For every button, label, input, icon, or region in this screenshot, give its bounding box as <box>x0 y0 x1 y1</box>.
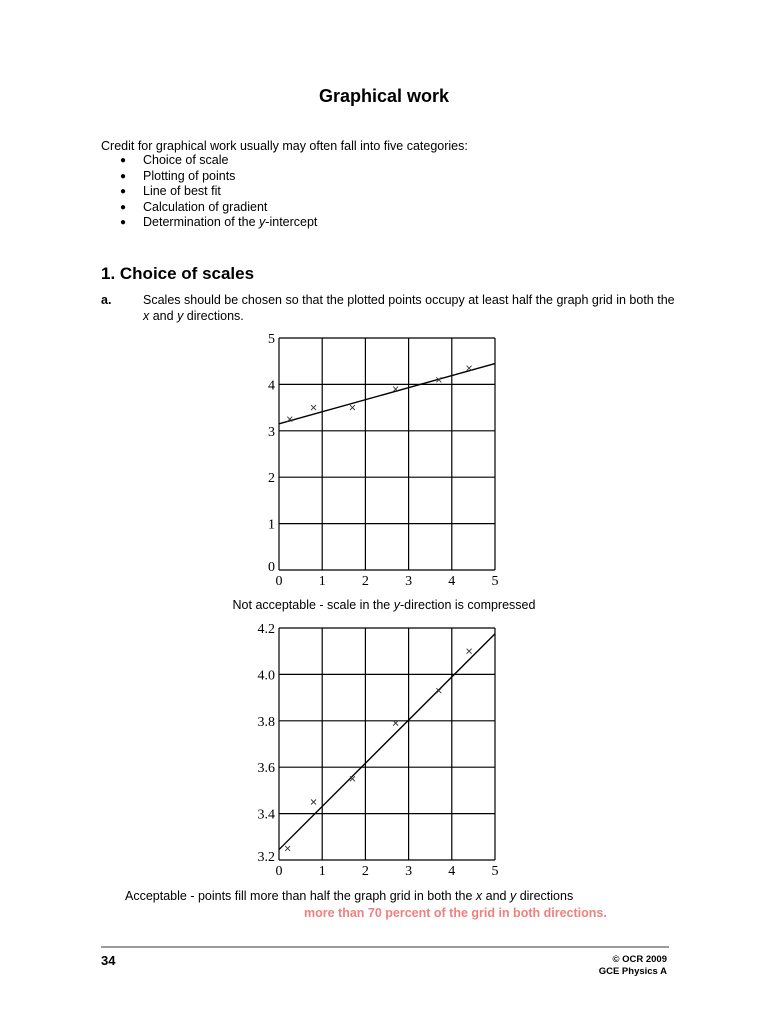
data-point-marker <box>467 366 472 371</box>
y-tick-label: 4.2 <box>257 622 275 637</box>
x-tick-label: 4 <box>448 864 456 879</box>
y-tick-label: 3.4 <box>257 807 275 823</box>
text-segment: Scales should be chosen so that the plotted points occupy at least half the graph grid in both the <box>143 293 675 307</box>
category-item <box>101 169 317 185</box>
y-tick-label: 4.0 <box>257 668 275 684</box>
item-a-text <box>143 293 683 324</box>
text-segment: Not acceptable - scale in the <box>232 598 394 612</box>
intro-text: Credit for graphical work usually may often fall into five categories: <box>101 139 468 153</box>
y-tick-label: 2 <box>268 471 275 487</box>
page-title: Graphical work <box>318 86 450 106</box>
text-segment: Line of best fit <box>143 184 221 198</box>
text-segment: and <box>149 308 178 323</box>
bullet-icon: ● <box>120 217 127 228</box>
y-tick-label: 3.6 <box>257 761 275 777</box>
x-tick-label: 3 <box>405 864 413 879</box>
caption-acceptable <box>125 889 573 903</box>
page-number: 34 <box>101 953 116 968</box>
italic-variable: y <box>393 598 400 612</box>
item-a-label: a. <box>101 293 112 307</box>
handwritten-annotation: more than 70 percent of the grid in both directions. <box>304 906 607 920</box>
y-tick-label: 5 <box>268 332 275 347</box>
category-list <box>101 153 317 231</box>
x-tick-label: 5 <box>491 864 499 879</box>
italic-variable: x <box>475 889 483 903</box>
chart-compressed-scale <box>250 330 510 592</box>
footer-rule <box>101 946 669 948</box>
text-segment: directions <box>516 889 574 903</box>
italic-variable: y <box>177 308 184 323</box>
bullet-icon: ● <box>120 201 127 213</box>
italic-variable: x <box>143 308 150 323</box>
data-point-marker <box>350 405 355 410</box>
y-tick-label: 3.2 <box>257 850 275 865</box>
y-tick-label: 0 <box>268 560 275 575</box>
best-fit-line <box>279 364 495 424</box>
text-segment: -direction is compressed <box>399 598 536 612</box>
x-tick-label: 2 <box>361 574 369 589</box>
text-segment: -intercept <box>265 215 318 229</box>
text-segment: Acceptable - points fill more than half the graph grid in both the <box>125 889 476 903</box>
text-segment: and <box>482 889 510 903</box>
bullet-icon: ● <box>120 155 127 166</box>
data-point-marker <box>436 688 441 693</box>
course-name: GCE Physics A <box>598 966 667 977</box>
x-tick-label: 1 <box>318 864 326 879</box>
x-tick-label: 1 <box>318 574 326 589</box>
x-tick-label: 2 <box>361 864 369 879</box>
bullet-icon: ● <box>120 186 127 197</box>
y-tick-label: 3.8 <box>257 714 275 730</box>
text-segment: Determination of the <box>143 215 260 229</box>
copyright: © OCR 2009 <box>612 954 667 965</box>
y-tick-label: 4 <box>268 378 275 394</box>
section-heading: 1. Choice of scales <box>101 264 255 283</box>
bullet-icon: ● <box>120 170 127 182</box>
category-item <box>101 215 317 231</box>
x-tick-label: 4 <box>448 574 456 589</box>
data-point-marker <box>467 649 472 654</box>
y-tick-label: 3 <box>268 424 275 440</box>
text-segment: Plotting of points <box>143 168 236 183</box>
x-tick-label: 3 <box>405 574 413 589</box>
category-item <box>101 200 317 216</box>
best-fit-line <box>279 634 495 850</box>
chart-acceptable-scale <box>250 620 512 882</box>
x-tick-label: 0 <box>275 864 283 879</box>
text-segment: directions. <box>183 308 244 323</box>
data-point-marker <box>285 846 290 851</box>
category-item <box>101 184 317 200</box>
italic-variable: y <box>509 889 517 903</box>
data-point-marker <box>311 800 316 805</box>
category-item <box>101 153 317 169</box>
italic-variable: y <box>259 215 266 229</box>
data-point-marker <box>311 405 316 410</box>
text-segment: Calculation of gradient <box>143 199 268 214</box>
y-tick-label: 1 <box>268 517 275 533</box>
text-segment: Choice of scale <box>143 153 229 167</box>
caption-not-acceptable <box>0 598 768 612</box>
x-tick-label: 0 <box>275 574 283 589</box>
x-tick-label: 5 <box>491 574 499 589</box>
